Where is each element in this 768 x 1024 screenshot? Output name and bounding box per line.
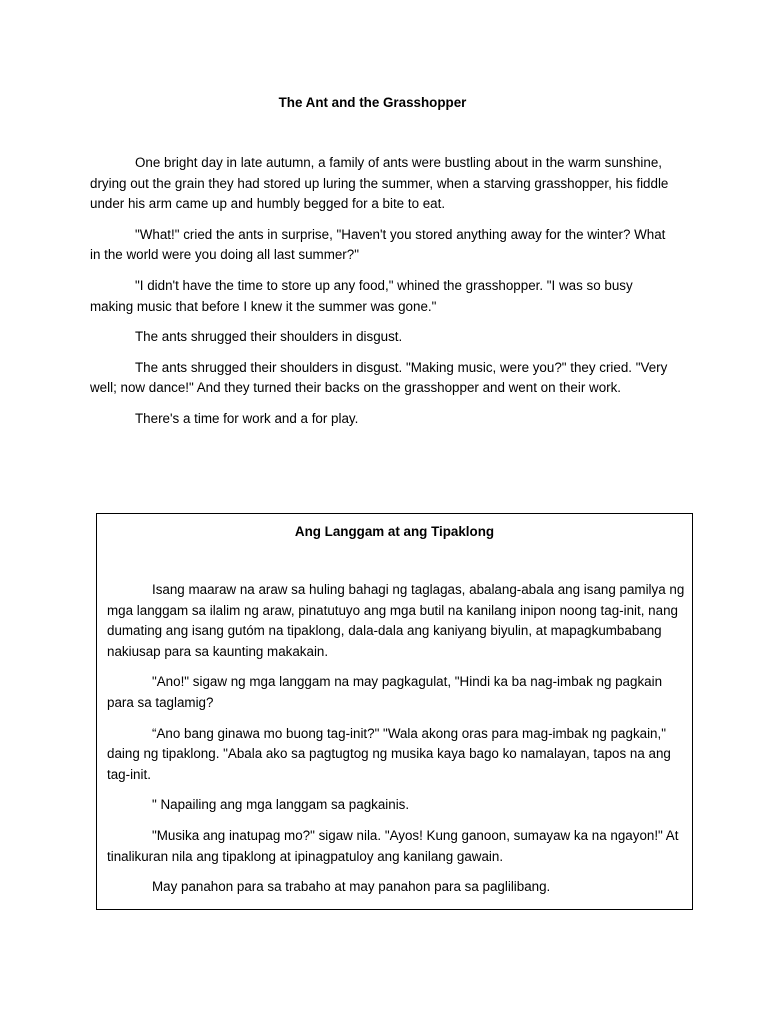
tagalog-paragraph: “Ano bang ginawa mo buong tag-init?" "Wala akong oras para mag-imbak ng pagkain," daing ng tipaklong. "Abala ako sa pagtugtog ng musika kaya bago ko namalayan, tapos na ang tag-init. [107,725,671,782]
english-title: The Ant and the Grasshopper [278,95,467,110]
english-paragraph: "What!" cried the ants in surprise, "Haven't you stored anything away for the winter? What in the world were you doing all last summer?" [90,226,666,263]
tagalog-paragraph: "Ano!" sigaw ng mga langgam na may pagkagulat, "Hindi ka ba nag-imbak ng pagkain para sa taglamig? [107,674,663,710]
english-paragraph: "I didn't have the time to store up any food," whined the grasshopper. "I was so busy making music that before I knew it the summer was gone." [90,277,633,314]
tagalog-paragraph: " Napailing ang mga langgam sa pagkainis. [152,797,410,813]
tagalog-story [107,580,687,908]
tagalog-paragraph: Isang maaraw na araw sa huling bahagi ng taglagas, abalang-abala ang isang pamilya ng mga langgam sa ilalim ng araw, pinatutuyo ang mga butil na kanilang inipon noong tag-init, nang dumating ang isang gutóm na tipaklong, dala-dala ang kaniyang biyulin, at mapagkumbabang nakiusap para sa kaunting makakain. [107,582,685,659]
tagalog-title: Ang Langgam at ang Tipaklong [294,524,495,539]
tagalog-paragraph: "Musika ang inatupag mo?" sigaw nila. "Ayos! Kung ganoon, sumayaw ka na ngayon!" At tinalikuran nila ang tipaklong at ipinagpatuloy ang kanilang gawain. [107,827,679,864]
english-story [90,153,670,440]
english-paragraph: There's a time for work and a for play. [135,410,359,426]
tagalog-translation-box [96,513,693,910]
english-paragraph: The ants shrugged their shoulders in disgust. "Making music, were you?" they cried. "Very well; now dance!" And they turned their backs on the grasshopper and went on their work. [90,359,668,396]
english-paragraph: The ants shrugged their shoulders in disgust. [135,329,403,345]
english-paragraph: One bright day in late autumn, a family of ants were bustling about in the warm sunshine, drying out the grain they had stored up luring the summer, when a starving grasshopper, his fiddle under his arm came up and humbly begged for a bite to eat. [90,155,669,212]
tagalog-paragraph: May panahon para sa trabaho at may panahon para sa paglilibang. [152,879,551,895]
